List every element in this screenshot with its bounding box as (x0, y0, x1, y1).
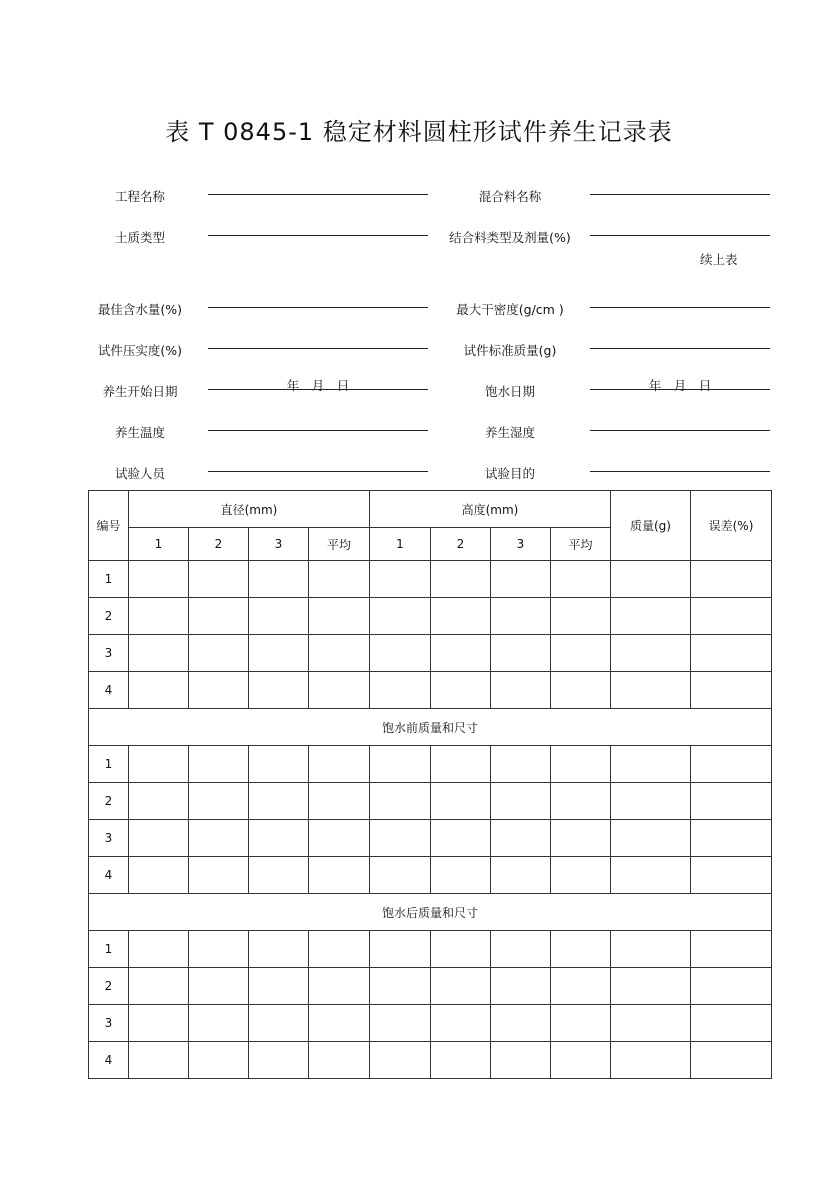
data-cell[interactable] (129, 1005, 189, 1042)
data-cell[interactable] (129, 820, 189, 857)
data-cell[interactable] (129, 672, 189, 709)
data-cell[interactable] (249, 1005, 309, 1042)
data-cell[interactable] (691, 598, 772, 635)
row-id: 2 (89, 598, 129, 635)
section-row (89, 894, 772, 931)
data-cell[interactable] (491, 672, 551, 709)
field-label: 试件标准质量(g) (463, 343, 557, 358)
data-cell[interactable] (370, 561, 431, 598)
data-cell[interactable] (551, 820, 611, 857)
data-cell[interactable] (491, 1005, 551, 1042)
subheader-cell: 1 (370, 528, 431, 561)
subheader-cell: 平均 (309, 528, 370, 561)
data-cell[interactable] (249, 968, 309, 1005)
field-input-line[interactable] (208, 294, 428, 308)
data-cell[interactable] (370, 598, 431, 635)
field-input-line[interactable] (208, 222, 428, 236)
continued-label: 续上表 (700, 252, 738, 267)
data-cell[interactable] (189, 1042, 249, 1079)
table-row (89, 561, 772, 598)
subheader-cell: 1 (129, 528, 189, 561)
data-cell[interactable] (189, 1005, 249, 1042)
data-cell[interactable] (551, 1042, 611, 1079)
data-cell[interactable] (249, 783, 309, 820)
data-cell[interactable] (611, 635, 691, 672)
header-diameter: 直径(mm) (129, 491, 370, 528)
field-label: 试验目的 (484, 466, 535, 481)
field-label: 结合料类型及剂量(%) (449, 230, 571, 245)
field-label: 试验人员 (114, 466, 165, 481)
row-id: 4 (89, 672, 129, 709)
table-row (89, 635, 772, 672)
field-label: 工程名称 (114, 189, 165, 204)
field-input-line[interactable] (590, 458, 770, 472)
table-row (89, 968, 772, 1005)
data-cell[interactable] (129, 635, 189, 672)
data-cell[interactable] (431, 1042, 491, 1079)
field-label: 饱水日期 (484, 384, 535, 399)
row-id: 1 (89, 931, 129, 968)
data-cell[interactable] (691, 746, 772, 783)
field-input-line[interactable] (590, 335, 770, 349)
field-input-line[interactable] (208, 335, 428, 349)
data-cell[interactable] (691, 635, 772, 672)
data-cell[interactable] (491, 857, 551, 894)
data-cell[interactable] (370, 968, 431, 1005)
data-cell[interactable] (309, 820, 370, 857)
section-after-label: 饱水后质量和尺寸 (89, 894, 772, 931)
data-cell[interactable] (431, 931, 491, 968)
data-cell[interactable] (370, 820, 431, 857)
data-cell[interactable] (189, 820, 249, 857)
table-row (89, 1042, 772, 1079)
data-cell[interactable] (691, 1042, 772, 1079)
data-cell[interactable] (249, 672, 309, 709)
data-cell[interactable] (611, 561, 691, 598)
subheader-cell: 2 (431, 528, 491, 561)
table-row (89, 746, 772, 783)
data-cell[interactable] (249, 931, 309, 968)
data-cell[interactable] (431, 746, 491, 783)
header-mass: 质量(g) (611, 491, 691, 561)
data-cell[interactable] (431, 1005, 491, 1042)
data-cell[interactable] (611, 598, 691, 635)
data-cell[interactable] (551, 857, 611, 894)
data-cell[interactable] (129, 968, 189, 1005)
data-cell[interactable] (691, 561, 772, 598)
data-cell[interactable] (370, 672, 431, 709)
data-cell[interactable] (551, 931, 611, 968)
data-cell[interactable] (491, 931, 551, 968)
data-cell[interactable] (691, 857, 772, 894)
table-row (89, 1005, 772, 1042)
data-cell[interactable] (129, 598, 189, 635)
data-cell[interactable] (309, 635, 370, 672)
data-cell[interactable] (370, 1042, 431, 1079)
field-input-line[interactable] (208, 458, 428, 472)
data-cell[interactable] (309, 598, 370, 635)
field-label: 最大干密度(g/cm ) (456, 302, 564, 317)
data-cell[interactable] (611, 672, 691, 709)
section-row (89, 709, 772, 746)
header-row (89, 491, 772, 528)
data-cell[interactable] (370, 931, 431, 968)
data-cell[interactable] (370, 635, 431, 672)
data-cell[interactable] (370, 783, 431, 820)
subheader-cell: 3 (249, 528, 309, 561)
data-cell[interactable] (309, 746, 370, 783)
data-cell[interactable] (309, 931, 370, 968)
data-cell[interactable] (189, 561, 249, 598)
row-id: 3 (89, 635, 129, 672)
data-cell[interactable] (431, 820, 491, 857)
data-cell[interactable] (611, 931, 691, 968)
header-height: 高度(mm) (370, 491, 611, 528)
data-cell[interactable] (611, 746, 691, 783)
field-input-line[interactable] (208, 181, 428, 195)
data-cell[interactable] (551, 598, 611, 635)
data-cell[interactable] (309, 672, 370, 709)
field-input-line[interactable]: 年 月 日 (208, 376, 428, 390)
data-cell[interactable] (129, 1042, 189, 1079)
data-cell[interactable] (189, 598, 249, 635)
data-cell[interactable] (431, 598, 491, 635)
header-no: 编号 (89, 491, 129, 561)
data-cell[interactable] (309, 968, 370, 1005)
data-cell[interactable] (249, 1042, 309, 1079)
data-cell[interactable] (491, 561, 551, 598)
data-cell[interactable] (129, 561, 189, 598)
data-cell[interactable] (691, 931, 772, 968)
data-cell[interactable] (309, 1042, 370, 1079)
data-cell[interactable] (431, 857, 491, 894)
data-cell[interactable] (611, 1005, 691, 1042)
data-cell[interactable] (611, 857, 691, 894)
data-cell[interactable] (491, 1042, 551, 1079)
data-cell[interactable] (611, 820, 691, 857)
curing-record-table (88, 490, 772, 1079)
field-input-line[interactable] (590, 417, 770, 431)
subheader-cell: 2 (189, 528, 249, 561)
data-cell[interactable] (189, 672, 249, 709)
data-cell[interactable] (551, 783, 611, 820)
row-id: 1 (89, 746, 129, 783)
data-cell[interactable] (370, 1005, 431, 1042)
table-row (89, 783, 772, 820)
section-before-label: 饱水前质量和尺寸 (89, 709, 772, 746)
data-cell[interactable] (309, 1005, 370, 1042)
data-cell[interactable] (189, 746, 249, 783)
data-cell[interactable] (370, 746, 431, 783)
data-cell[interactable] (431, 968, 491, 1005)
field-label: 养生温度 (114, 425, 165, 440)
table-row (89, 598, 772, 635)
row-id: 3 (89, 820, 129, 857)
data-cell[interactable] (551, 746, 611, 783)
data-cell[interactable] (691, 1005, 772, 1042)
subheader-cell: 3 (491, 528, 551, 561)
data-cell[interactable] (309, 783, 370, 820)
field-label: 试件压实度(%) (97, 343, 183, 358)
data-cell[interactable] (491, 746, 551, 783)
field-input-line[interactable]: 年 月 日 (590, 376, 770, 390)
data-cell[interactable] (551, 672, 611, 709)
row-id: 2 (89, 783, 129, 820)
data-cell[interactable] (491, 598, 551, 635)
field-label: 养生开始日期 (102, 384, 178, 399)
field-input-line[interactable] (590, 222, 770, 236)
table-row (89, 857, 772, 894)
data-cell[interactable] (189, 857, 249, 894)
row-id: 1 (89, 561, 129, 598)
page-title: 表 T 0845-1 稳定材料圆柱形试件养生记录表 (165, 118, 673, 146)
data-cell[interactable] (491, 968, 551, 1005)
table-row (89, 672, 772, 709)
field-input-line[interactable] (590, 294, 770, 308)
data-cell[interactable] (249, 857, 309, 894)
data-cell[interactable] (691, 820, 772, 857)
data-cell[interactable] (189, 931, 249, 968)
data-cell[interactable] (309, 561, 370, 598)
data-cell[interactable] (249, 561, 309, 598)
data-cell[interactable] (691, 672, 772, 709)
data-cell[interactable] (611, 783, 691, 820)
data-cell[interactable] (431, 561, 491, 598)
field-label: 土质类型 (114, 230, 165, 245)
data-cell[interactable] (431, 635, 491, 672)
data-cell[interactable] (431, 783, 491, 820)
data-cell[interactable] (129, 783, 189, 820)
data-cell[interactable] (309, 857, 370, 894)
data-cell[interactable] (249, 598, 309, 635)
field-input-line[interactable] (590, 181, 770, 195)
data-cell[interactable] (611, 1042, 691, 1079)
row-id: 4 (89, 1042, 129, 1079)
data-cell[interactable] (189, 968, 249, 1005)
data-cell[interactable] (551, 968, 611, 1005)
row-id: 3 (89, 1005, 129, 1042)
field-label: 混合料名称 (478, 189, 542, 204)
data-cell[interactable] (491, 783, 551, 820)
data-cell[interactable] (551, 561, 611, 598)
data-cell[interactable] (129, 931, 189, 968)
row-id: 4 (89, 857, 129, 894)
subheader-cell: 平均 (551, 528, 611, 561)
data-cell[interactable] (691, 783, 772, 820)
table-row (89, 931, 772, 968)
data-cell[interactable] (249, 746, 309, 783)
field-input-line[interactable] (208, 417, 428, 431)
data-cell[interactable] (129, 746, 189, 783)
data-cell[interactable] (189, 783, 249, 820)
header-error: 误差(%) (691, 491, 772, 561)
row-id: 2 (89, 968, 129, 1005)
data-cell[interactable] (249, 820, 309, 857)
data-cell[interactable] (189, 635, 249, 672)
field-label: 最佳含水量(%) (97, 302, 183, 317)
data-cell[interactable] (551, 635, 611, 672)
data-cell[interactable] (491, 820, 551, 857)
table-row (89, 820, 772, 857)
data-cell[interactable] (491, 635, 551, 672)
data-cell[interactable] (691, 968, 772, 1005)
data-cell[interactable] (611, 968, 691, 1005)
data-cell[interactable] (129, 857, 189, 894)
data-cell[interactable] (431, 672, 491, 709)
data-cell[interactable] (370, 857, 431, 894)
data-cell[interactable] (551, 1005, 611, 1042)
data-cell[interactable] (249, 635, 309, 672)
field-label: 养生湿度 (484, 425, 535, 440)
